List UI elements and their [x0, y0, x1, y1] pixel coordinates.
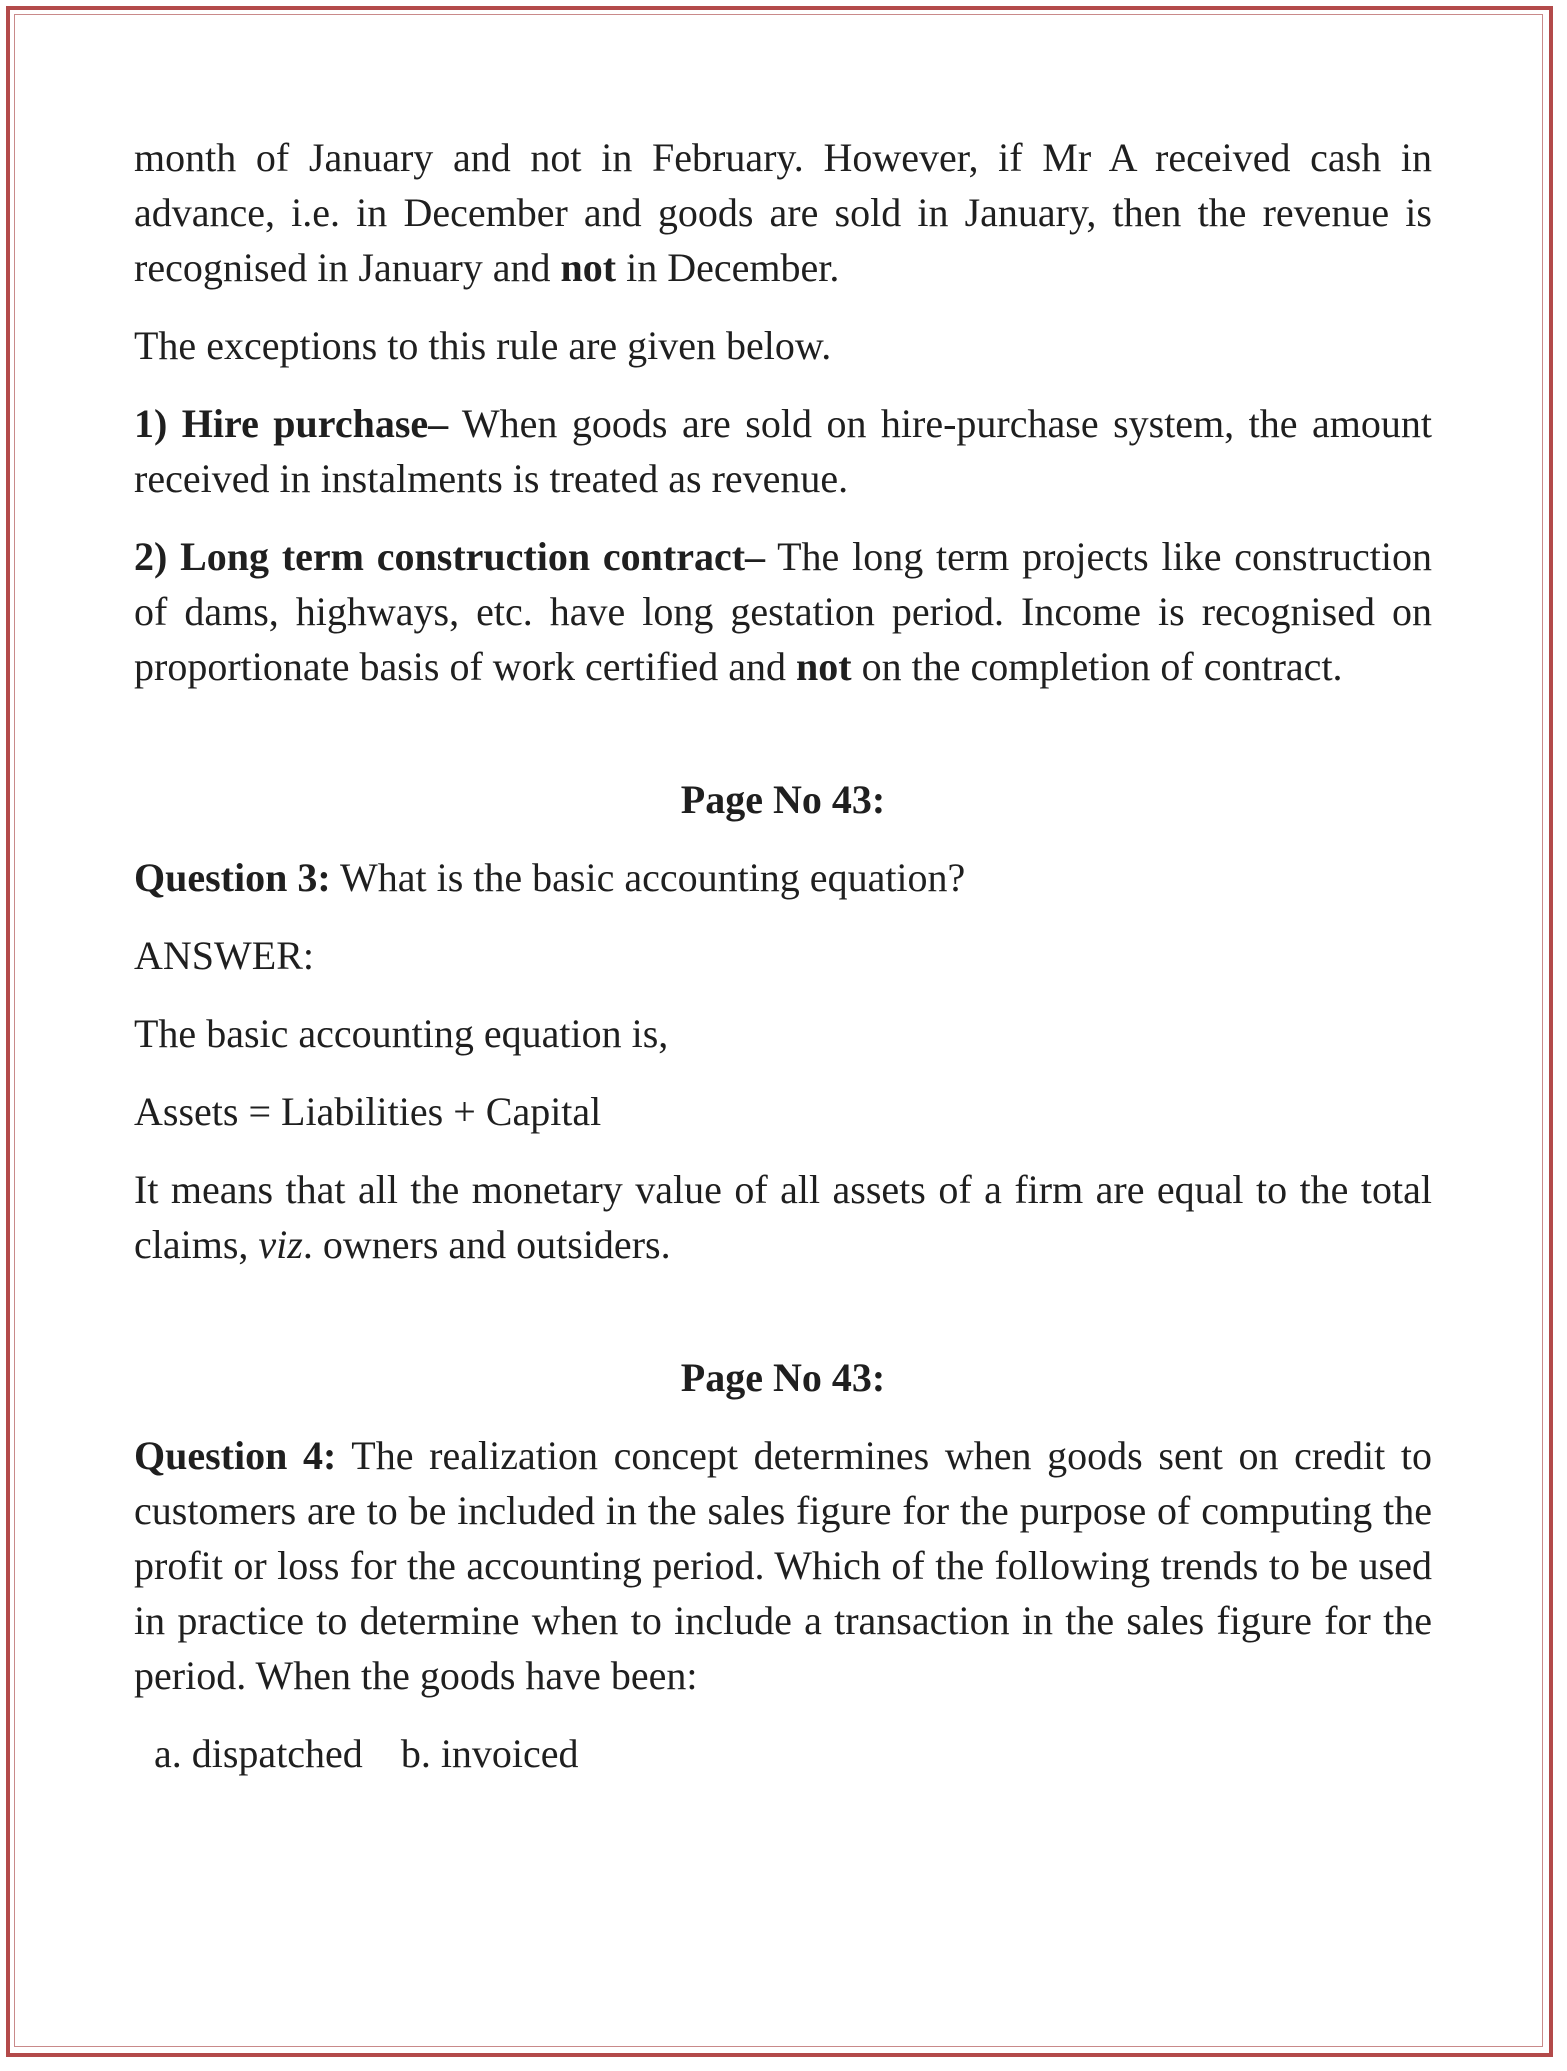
option-a: a. dispatched: [154, 1731, 363, 1776]
exceptions-intro: The exceptions to this rule are given below.: [134, 323, 832, 368]
intro-paragraph: [134, 130, 1432, 295]
viz-italic: viz: [258, 1222, 303, 1267]
intro-text-2: in December.: [616, 245, 840, 290]
question-4: [134, 1428, 1432, 1703]
question-label: Question 3:: [134, 855, 331, 900]
document-body: [134, 130, 1432, 1804]
intro-text-1: month of January and not in February. However, if Mr A received cash in advance, i.e. in December and goods are sold in January, then the revenue is recognised in January and: [134, 135, 1432, 290]
explanation-text-1: It means that all the monetary value of all assets of a firm are equal to the total claims,: [134, 1167, 1432, 1267]
exception-title: 1) Hire purchase–: [134, 401, 449, 446]
exception-title: 2) Long term construction contract–: [134, 534, 766, 579]
question-text: What is the basic accounting equation?: [330, 855, 966, 900]
question-label: Question 4:: [134, 1433, 337, 1478]
intro-not-emphasis: not: [560, 245, 617, 290]
option-b: b. invoiced: [400, 1731, 579, 1776]
page-heading-q3: Page No 43:: [680, 777, 886, 822]
exception-text-1: The long term projects like construction of dams, highways, etc. have long gestation period. Income is recognised on proportionate basis of work certified and: [134, 534, 1432, 689]
explanation-text-2: . owners and outsiders.: [302, 1222, 671, 1267]
answer-options: [134, 1726, 1432, 1781]
answer-explanation: [134, 1162, 1432, 1272]
exception-text-2: on the completion of contract.: [851, 644, 1343, 689]
answer-label: ANSWER:: [134, 933, 314, 978]
answer-line: The basic accounting equation is,: [134, 1011, 669, 1056]
exception-construction-contract: [134, 529, 1432, 694]
question-3: [134, 850, 1432, 905]
page-heading-q4: Page No 43:: [680, 1355, 886, 1400]
accounting-equation: Assets = Liabilities + Capital: [134, 1089, 602, 1134]
question-text: The realization concept determines when goods sent on credit to customers are to be included in the sales figure for the purpose of computing the profit or loss for the accounting period. Which of the following trends to be used in practice to determine when to include a transaction in the sales figure for the period. When the goods have been:: [134, 1433, 1432, 1698]
exception-not-emphasis: not: [796, 644, 852, 689]
exception-text: When goods are sold on hire-purchase system, the amount received in instalments is treated as revenue.: [134, 401, 1432, 501]
exception-hire-purchase: [134, 396, 1432, 506]
